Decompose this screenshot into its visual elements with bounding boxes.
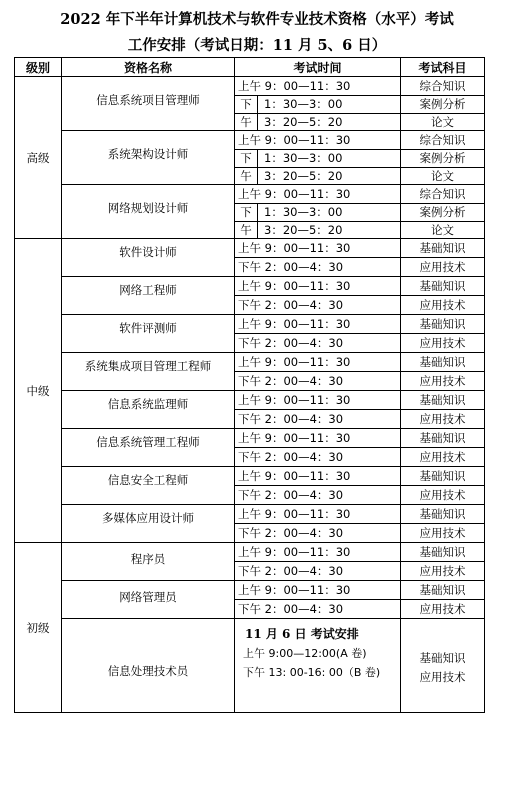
table-row [15, 619, 485, 713]
qualification-name: 信息系统监理师 [62, 391, 235, 429]
time-afternoon: 下午 2：00—4：30 [235, 372, 401, 391]
table-row [15, 505, 485, 524]
time-morning: 上午 9：00—11：30 [235, 277, 401, 296]
subject-cell: 基础知识 [401, 239, 485, 258]
qualification-name: 软件设计师 [62, 239, 235, 277]
qualification-name: 网络工程师 [62, 277, 235, 315]
subject-cell: 应用技术 [401, 296, 485, 315]
document-title: 2022 年下半年计算机技术与软件专业技术资格（水平）考试 [60, 11, 454, 28]
level-cell-junior: 初级 [15, 543, 62, 713]
header-name: 资格名称 [62, 58, 235, 77]
time-afternoon: 下午 2：00—4：30 [235, 334, 401, 353]
table-row [15, 581, 485, 600]
header-level: 级别 [15, 58, 62, 77]
special-schedule-line: 下午 13: 00-16: 00（B 卷) [243, 666, 381, 679]
subject-cell: 基础知识 [401, 353, 485, 372]
qualification-name: 网络规划设计师 [62, 185, 235, 239]
table-row [15, 315, 485, 334]
level-cell-high: 高级 [15, 77, 62, 239]
subject-line: 基础知识 [419, 650, 466, 665]
exam-schedule-table [14, 57, 485, 713]
table-row [15, 77, 485, 96]
qualification-name: 程序员 [62, 543, 235, 581]
subject-cell: 案例分析 [401, 96, 485, 114]
subject-cell: 应用技术 [401, 562, 485, 581]
table-row [15, 467, 485, 486]
subject-cell: 论文 [401, 167, 485, 185]
time-afternoon-1: 1：30—3：00 [258, 96, 401, 114]
time-morning: 上午 9：00—11：30 [235, 315, 401, 334]
special-schedule-heading: 11 月 6 日 考试安排 [245, 627, 359, 641]
subject-cell: 应用技术 [401, 600, 485, 619]
qualification-name: 多媒体应用设计师 [62, 505, 235, 543]
table-row [15, 353, 485, 372]
time-morning: 上午 9：00—11：30 [235, 467, 401, 486]
qualification-name: 软件评测师 [62, 315, 235, 353]
subject-cell: 案例分析 [401, 204, 485, 222]
afternoon-label: 下 [235, 204, 258, 222]
subject-cell: 应用技术 [401, 334, 485, 353]
afternoon-label: 下 [235, 96, 258, 114]
subject-cell: 论文 [401, 221, 485, 239]
time-morning: 上午 9：00—11：30 [235, 239, 401, 258]
subject-cell: 应用技术 [401, 524, 485, 543]
table-row [15, 185, 485, 204]
subject-cell: 基础知识 [401, 543, 485, 562]
special-schedule-line: 上午 9:00—12:00(A 卷) [243, 647, 367, 660]
table-row [15, 131, 485, 150]
subject-cell: 案例分析 [401, 150, 485, 168]
afternoon-label: 午 [235, 113, 258, 131]
level-cell-mid: 中级 [15, 239, 62, 543]
subject-cell: 基础知识 [401, 505, 485, 524]
subject-cell: 综合知识 [401, 77, 485, 96]
time-afternoon-2: 3：20—5：20 [258, 221, 401, 239]
table-row [15, 277, 485, 296]
subject-cell: 基础知识 [401, 391, 485, 410]
time-afternoon: 下午 2：00—4：30 [235, 410, 401, 429]
time-morning: 上午 9：00—11：30 [235, 353, 401, 372]
subject-cell: 综合知识 [401, 131, 485, 150]
table-row [15, 543, 485, 562]
qualification-name: 系统集成项目管理工程师 [62, 353, 235, 391]
afternoon-label: 午 [235, 167, 258, 185]
subject-cell: 应用技术 [401, 258, 485, 277]
qualification-name: 信息安全工程师 [62, 467, 235, 505]
time-afternoon: 下午 2：00—4：30 [235, 486, 401, 505]
subject-cell: 应用技术 [401, 486, 485, 505]
time-morning: 上午 9：00—11：30 [235, 131, 401, 150]
time-morning: 上午 9：00—11：30 [235, 391, 401, 410]
time-morning: 上午 9：00—11：30 [235, 581, 401, 600]
header-time: 考试时间 [235, 58, 401, 77]
subject-cell: 应用技术 [401, 410, 485, 429]
qualification-name: 信息处理技术员 [62, 619, 235, 713]
subject-cell: 综合知识 [401, 185, 485, 204]
time-afternoon-1: 1：30—3：00 [258, 204, 401, 222]
table-row [15, 429, 485, 448]
time-afternoon: 下午 2：00—4：30 [235, 600, 401, 619]
time-morning: 上午 9：00—11：30 [235, 77, 401, 96]
table-row [15, 391, 485, 410]
time-afternoon: 下午 2：00—4：30 [235, 448, 401, 467]
subject-cell: 基础知识 [401, 315, 485, 334]
time-afternoon-1: 1：30—3：00 [258, 150, 401, 168]
time-morning: 上午 9：00—11：30 [235, 505, 401, 524]
header-subject: 考试科目 [401, 58, 485, 77]
time-afternoon: 下午 2：00—4：30 [235, 258, 401, 277]
qualification-name: 系统架构设计师 [62, 131, 235, 185]
subject-cell: 基础知识 [401, 581, 485, 600]
time-afternoon: 下午 2：00—4：30 [235, 524, 401, 543]
time-special [235, 619, 401, 713]
afternoon-label: 午 [235, 221, 258, 239]
subject-cell: 应用技术 [401, 372, 485, 391]
subject-line: 应用技术 [419, 669, 466, 684]
qualification-name: 信息系统管理工程师 [62, 429, 235, 467]
subject-cell: 基础知识 [401, 467, 485, 486]
time-afternoon-2: 3：20—5：20 [258, 167, 401, 185]
subject-cell [401, 619, 485, 713]
qualification-name: 信息系统项目管理师 [62, 77, 235, 131]
time-afternoon-2: 3：20—5：20 [258, 113, 401, 131]
time-morning: 上午 9：00—11：30 [235, 429, 401, 448]
document-subtitle: 工作安排（考试日期：11 月 5、6 日） [127, 37, 387, 54]
afternoon-label: 下 [235, 150, 258, 168]
header-row [15, 58, 485, 77]
subject-cell: 应用技术 [401, 448, 485, 467]
time-morning: 上午 9：00—11：30 [235, 185, 401, 204]
time-afternoon: 下午 2：00—4：30 [235, 296, 401, 315]
subject-cell: 基础知识 [401, 277, 485, 296]
table-row [15, 239, 485, 258]
qualification-name: 网络管理员 [62, 581, 235, 619]
time-morning: 上午 9：00—11：30 [235, 543, 401, 562]
subject-cell: 论文 [401, 113, 485, 131]
subject-cell: 基础知识 [401, 429, 485, 448]
time-afternoon: 下午 2：00—4：30 [235, 562, 401, 581]
